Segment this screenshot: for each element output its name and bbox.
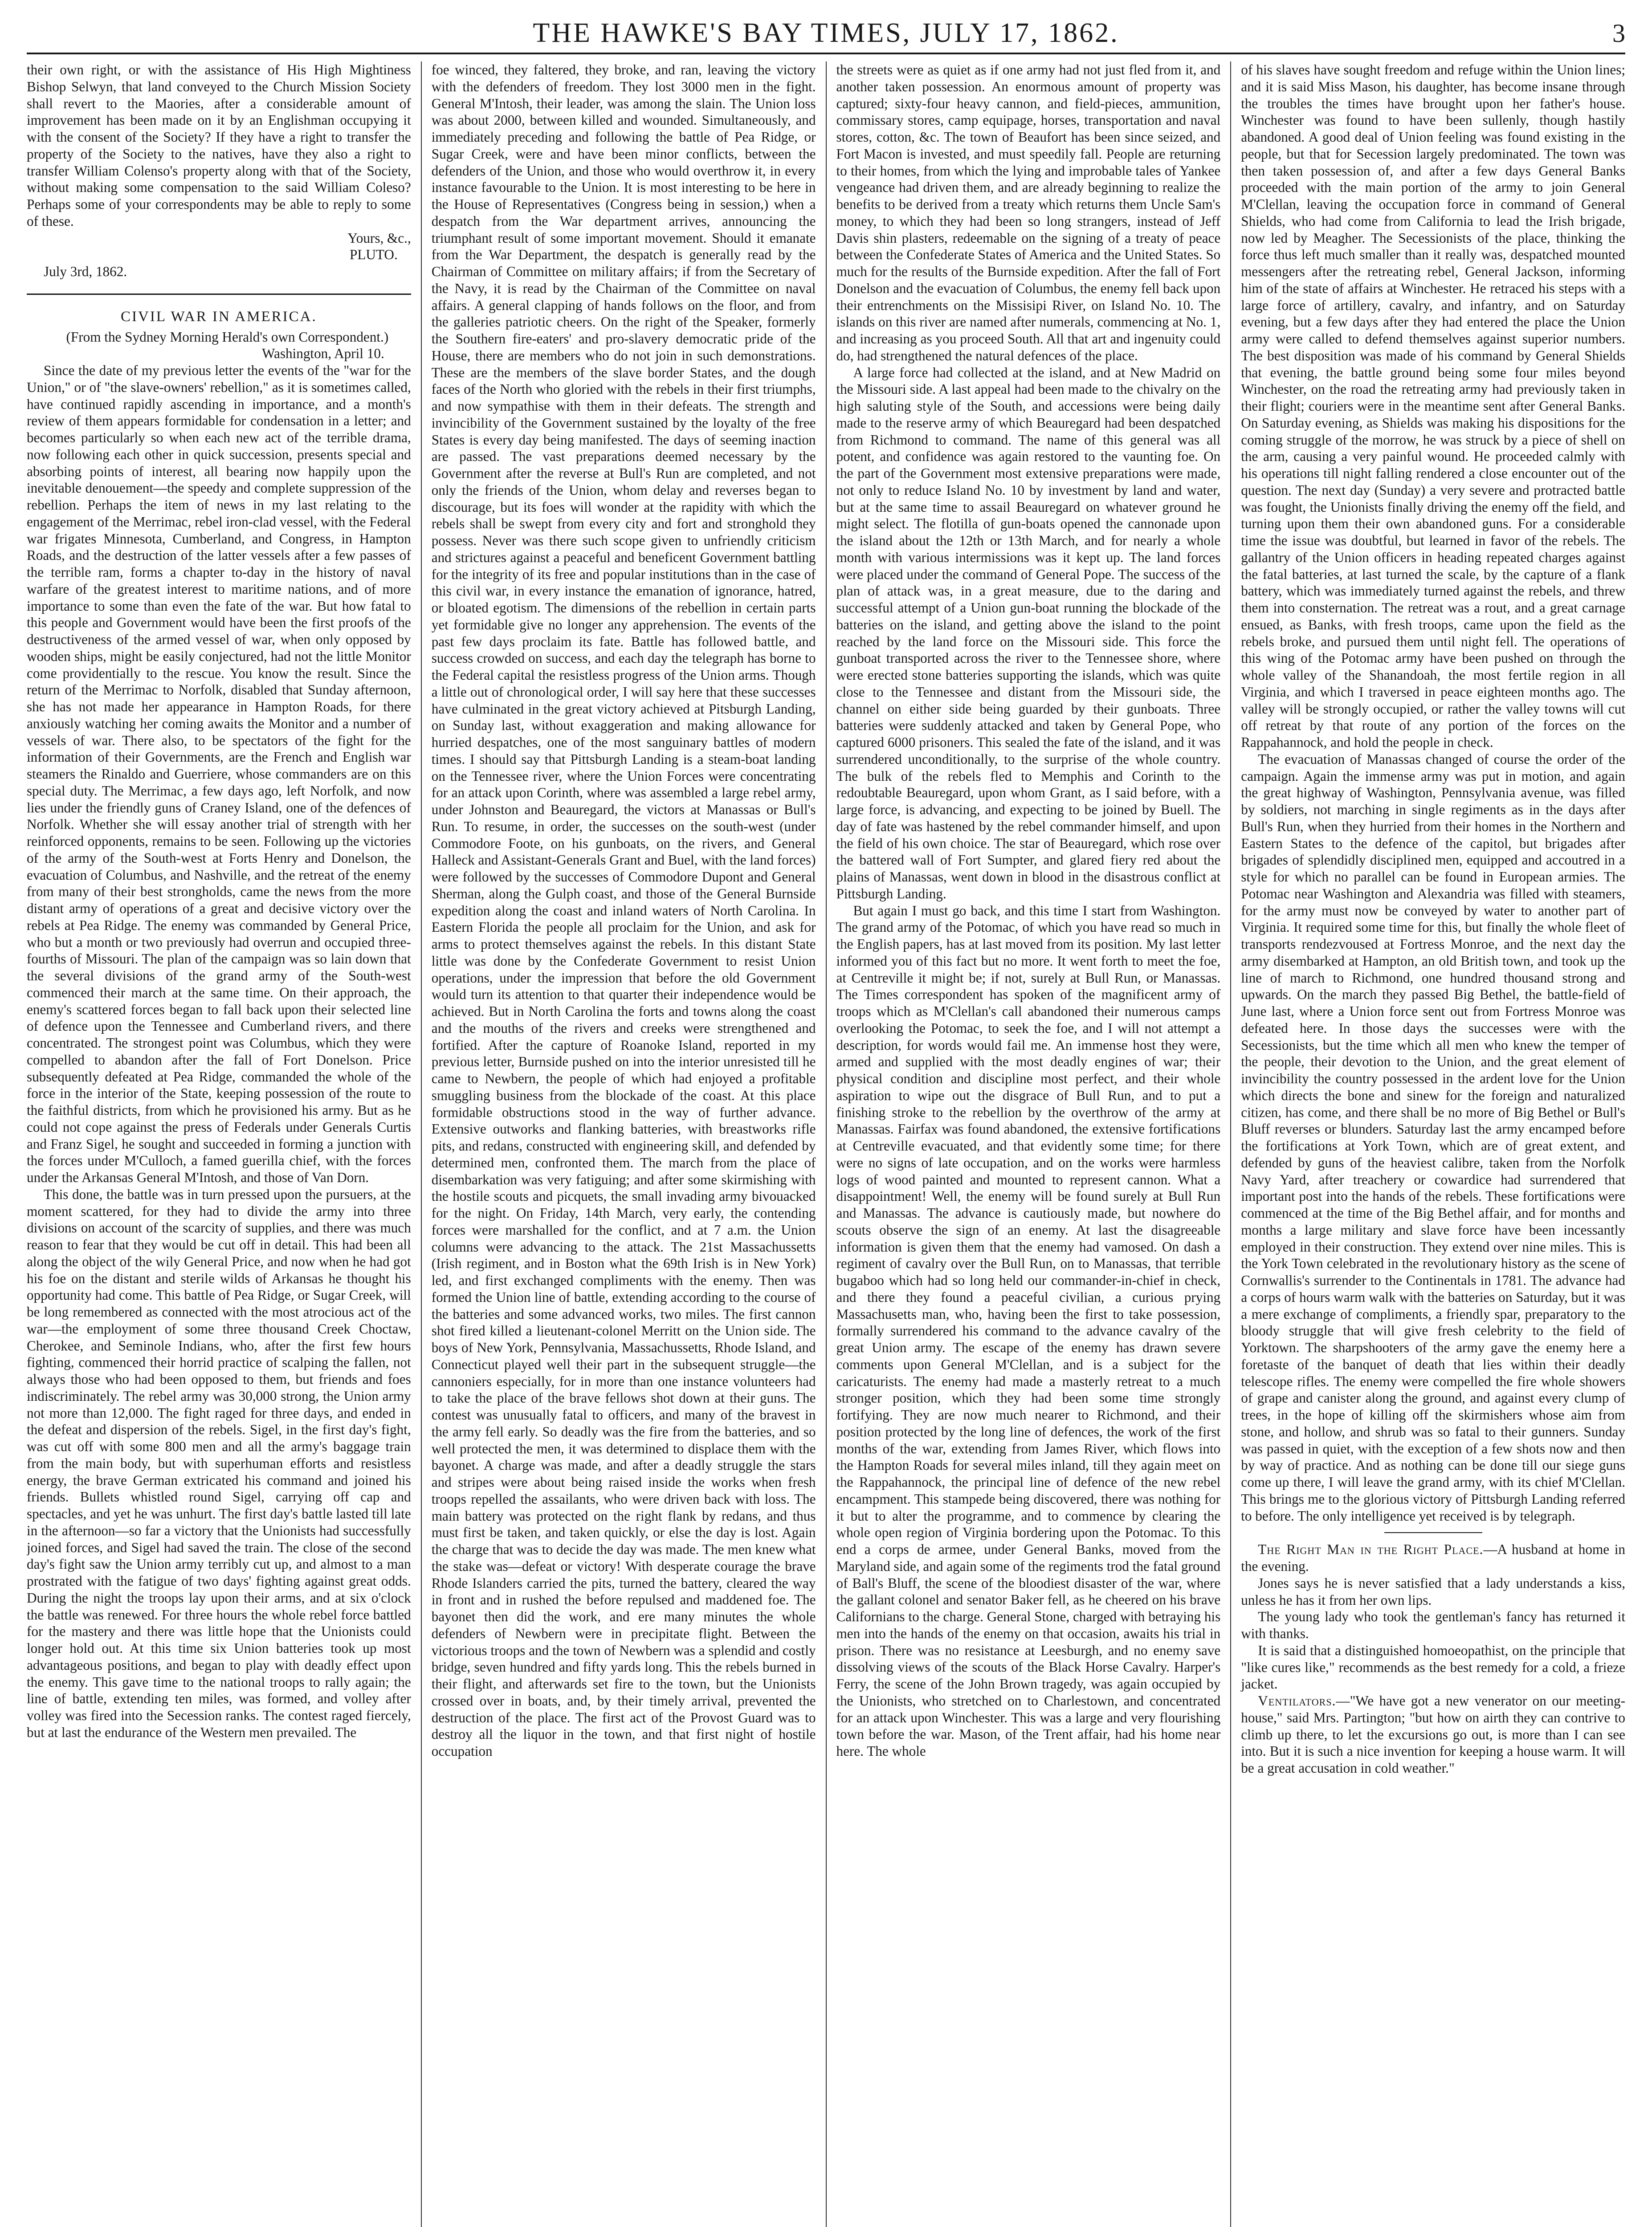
article-paragraph: The evacuation of Manassas changed of course the order of the campaign. Again the immense army was put in motion, and again the great highway of Washington, Pennsylvania avenue, was filled by soldiers, not marching in single regiments as in the days after Bull's Run, when they hurried from their homes in the Northern and Eastern States to the defence of the capitol, but brigades after brigades of splendidly disciplined men, equipped and accoutred in a style for which no parallel can be found in European armies. The Potomac near Washington and Alexandria was filled with steamers, for the army must now be conveyed by water to another part of Virginia. It required some time for this, but finally the whole fleet of transports rendezvoused at Fortress Monroe, and the next day the army disembarked at Hampton, an old British town, and took up the line of march to Richmond, one hundred thousand strong and upwards. On the march they passed Big Bethel, the battle-field of June last, where a Union force sent out from Fortress Monroe was defeated here. In those days the successes were with the Secessionists, but the time which all men who knew the temper of the people, their devotion to the Union, and the great element of invincibility the country possessed in the ardent love for the Union which directs the bone and sinew for the foreign and naturalized citizen, has come, and there shall be no more of Big Bethel or Bull's Bluff reverses or blunders. Saturday last the army encamped before the fortifications at York Town, which are of great extent, and defended by guns of the heaviest calibre, taken from the Norfolk Navy Yard, after treachery or cowardice had surrendered that important post into the hands of the rebels. These fortifications were commenced at the time of the Big Bethel affair, and for months and months a large military and slave force have been incessantly employed in their construction. They extend over nine miles. This is the York Town celebrated in the revolutionary history as the scene of Cornwallis's surrender to the Continentals in 1781. The advance had a corps of hours warm walk with the batteries on Saturday, but it was a mere exchange of compliments, a friendly spar, preparatory to the bloody struggle that will give fresh celebrity to the field of Yorktown. The sharpshooters of the army gave the enemy here a foretaste of the banquet of death that lies within their deadly telescope rifles. The enemy were compelled the fire whole showers of grape and canister along the ground, and against every clump of trees, in the hope of killing off the skirmishers whose aim from stone, and hollow, and shrub was so fatal to their gunners. Sunday was passed in quiet, with the exception of a few shots now and then by way of practice. And as nothing can be done till our siege guns come up there, I will leave the grand army, with its chief M'Clellan. This brings me to the glorious victory of Pittsburgh Landing referred to before. The only intelligence yet received is by telegraph. — [1241, 751, 1625, 1524]
paragraph-young-lady: The young lady who took the gentleman's fancy has returned it with thanks. — [1241, 1609, 1625, 1641]
masthead — [27, 13, 1625, 54]
letter-closing: Yours, &c., — [347, 230, 411, 246]
paragraph-body: —"We have got a new venerator on our meeting-house," said Mrs. Partington; "but how on airth they can contrive to climb up there, to let the excursions go out, is more than I can see into. But it is such a nice invention for keeping a house warm. It will be a great accusation in cold weather." — [1241, 1693, 1625, 1776]
paragraph-right-man — [1241, 1541, 1625, 1575]
article-paragraph: But again I must go back, and this time I start from Washington. The grand army of the Potomac, of which you have read so much in the English papers, has at last moved from its position. My last letter informed you of this fact but no more. It went forth to meet the foe, at Centreville it might be; if not, surely at Bull Run, or Manassas. The Times correspondent has spoken of the magnificent army of troops which as M'Clellan's call abandoned their numerous camps overlooking the Potomac, to seek the foe, and I will not attempt a description, for words would fail me. An immense host they were, armed and supplied with the most deadly engines of war; their physical condition and discipline most perfect, and their whole aspiration to wipe out the disgrace of Bull Run, and to put a finishing stroke to the rebellion by the overthrow of the army at Manassas. Fairfax was found abandoned, the extensive fortifications at Centreville evacuated, and that evidently some time; for there were no signs of late occupation, and on the works were harmless logs of wood painted and mounted to represent cannon. What a disappointment! Well, the enemy will be found surely at Bull Run and Manassas. The advance is cautiously made, but nowhere do scouts observe the sign of an enemy. At last the disagreeable information is given them that the enemy had vamosed. On dash a regiment of cavalry over the Bull Run, on to Manassas, that terrible bugaboo which had so long held our commander-in-chief in check, and there they found a peaceful civilian, a curious prying Massachusetts man, who, having been the first to take possession, formally surrendered his command to the advance cavalry of the great Union army. The escape of the enemy has drawn severe comments upon General M'Clellan, and is a subject for the caricaturists. The enemy had made a masterly retreat to a much stronger position, which they had been some time strongly fortifying. They are now much nearer to Richmond, and their position protected by the long line of defences, the work of the first months of the war, extending from James River, which flows into the Hampton Roads for several miles inland, till they again meet on the Rappahannock, the principal line of defence of the new rebel encampment. This stampede being discovered, there was nothing for it but to alter the programme, and to commence by clearing the whole open region of Virginia bordering upon the Potomac. To this end a corps de armee, under General Banks, moved from the Maryland side, and again some of the regiments trod the fatal ground of Ball's Bluff, the scene of the bloodiest disaster of the war, where the gallant colonel and senator Baker fell, as he cheered on his brave Californians to the charge. General Stone, charged with betraying his men into the hands of the enemy on that occasion, awaits his trial in prison. There was no resistance at Leesburgh, and no enemy save dissolving views of the scouts of the Black Horse Cavalry. Harper's Ferry, the scene of the John Brown tragedy, was again occupied by the Unionists, who stretched on to Charlestown, and concentrated for an attack upon Winchester. This was a large and very flourishing town before the war. Mason, of the Trent affair, had his home near here. The whole — [836, 902, 1221, 1759]
paragraph-homeopathist: It is said that a distinguished homoeopathist, on the principle that "like cures like," recommends as the best remedy for a cold, a frieze jacket. — [1241, 1642, 1625, 1692]
column-3 — [826, 61, 1231, 2227]
paragraph-jones: Jones says he is never satisfied that a lady understands a kiss, unless he has it from her own lips. — [1241, 1575, 1625, 1608]
paragraph-ventilators — [1241, 1693, 1625, 1777]
article-headline: CIVIL WAR IN AMERICA. — [121, 308, 317, 325]
columns — [27, 61, 1625, 2227]
article-paragraph: of his slaves have sought freedom and refuge within the Union lines; and it is said Miss Mason, his daughter, has become insane through the troubles the times have brought upon her father's house. Winchester was found to have been sullenly, though hastily abandoned. A good deal of Union feeling was found existing in the people, but that for Secession largely predominated. The town was then taken possession of, and after a few days General Banks proceeded with the main portion of the army to join General M'Clellan, leaving the occupation force in command of General Shields, who had come from California to lead the Irish brigade, now led by Meagher. The Secessionists of the place, thinking the force thus left much smaller than it really was, despatched mounted messengers after the retreating rebel, General Jackson, informing him of the state of affairs at Winchester. He retraced his steps with a large force of artillery, cavalry, and infantry, and on Saturday evening, but a few days after they had entered the place the Union army were called to defend themselves against superior numbers. The best disposition was made of his command by General Shields that evening, the battle ground being some four miles beyond Winchester, on the road the retreating army had previously taken in their flight; couriers were in the meantime sent after General Banks. On Saturday evening, as Shields was making his dispositions for the coming struggle of the morrow, he was struck by a piece of shell on the arm, causing a very painful wound. He proceeded calmly with his operations till night falling rendered a close encounter out of the question. The next day (Sunday) a very severe and protracted battle was fought, the Unionists finally driving the enemy off the field, and turning upon them their own abandoned guns. For a considerable time the issue was doubtful, but learned in favor of the rebels. The gallantry of the Union officers in heading repeated charges against the fatal batteries, at last turned the scale, by the capture of a flank battery, which was immediately turned against the rebels, and threw them into consternation. The retreat was a rout, and a great carnage ensued, as Banks, with fresh troops, came upon the field as the rebels broke, and pursued them until night fell. The operations of this wing of the Potomac army have been pushed on through the whole valley of the Shanandoah, the most fertile region in all Virginia, and which I traversed in peace eighteen months ago. The valley will be strongly occupied, or rather the valley towns will cut off retreat by that route of any portion of the forces on the Rappahannock, and hold the people in check. — [1241, 62, 1625, 750]
paragraph-lead: Ventilators. — [1258, 1693, 1336, 1709]
letter-signature: PLUTO. — [350, 247, 398, 263]
letter-continuation: their own right, or with the assistance of His High Mightiness Bishop Selwyn, that land conveyed to the Church Mission Society shall revert to the Maories, after a considerable amount of improvement has been made on it by an Englishman occupying it with the consent of the Society? If they have a right to transfer the property of the Society to the natives, have they also a right to transfer William Colenso's property along with that of the Society, without making some compensation to the said William Coleso? Perhaps some of your correspondents may be able to reply to some of these. — [27, 62, 411, 229]
paragraph-body: —A husband at home in the evening. — [1241, 1542, 1625, 1574]
section-rule — [27, 294, 411, 295]
article-paragraph: Since the date of my previous letter the events of the "war for the Union," or of "the slave-owners' rebellion," as it is sometimes called, have continued rapidly ascending in importance, and a month's review of them appears formidable for condensation in a letter; and becomes particularly so when each new act of the terrible drama, now following each other in quick succession, presents special and absorbing points of interest, all bearing now happily upon the inevitable denouement—the speedy and complete suppression of the rebellion. Perhaps the item of news in my last relating to the engagement of the Merrimac, rebel iron-clad vessel, with the Federal war frigates Minnesota, Cumberland, and Congress, in Hampton Roads, and the destruction of the latter vessels after a few passes of the terrible ram, forms a chapter to-day in the history of naval warfare of the greatest interest to maritime nations, and of more importance to some than even the fate of the war. But how fatal to this people and Government would have been the first proofs of the destructiveness of the armed vessel of war, when only opposed by wooden ships, might be easily conjectured, had not the little Monitor come providentially to the rescue. You know the result. Since the return of the Merrimac to Norfolk, disabled that Sunday afternoon, she has not made her appearance in Hampton Roads, for there anxiously watching her coming awaits the Monitor and a number of vessels of war. There also, to be spectators of the fight for the information of their Governments, are the French and English war steamers the Rinaldo and Guerriere, whose commanders are on this special duty. The Merrimac, a few days ago, left Norfolk, and now lies under the friendly guns of Craney Island, one of the defences of Norfolk. Whether she will essay another trial of strength with her reinforced opponents, remains to be seen. Following up the victories of the army of the South-west at Forts Henry and Donelson, the evacuation of Columbus, and Nashville, and the retreat of the enemy from many of their best strongholds, came the news from the more distant army of operations of a great and decisive victory over the rebels at Pea Ridge. The enemy was commanded by General Price, who but a month or two previously had overrun and occupied three-fourths of Missouri. The plan of the campaign was so lain down that the several divisions of the grand army of the South-west commenced their march at the same time. On their approach, the enemy's scattered forces began to fall back upon their selected line of defence upon the Tennessee and Cumberland rivers, and there concentrated. The strongest point was Columbus, which they were compelled to abandon after the fall of Fort Donelson. Price subsequently defeated at Pea Ridge, commanded the whole of the force in the interior of the State, keeping possession of the route to the faithful districts, from which he provisioned his army. But as he could not cope against the press of Federals under Generals Curtis and Franz Sigel, he sought and succeeded in forming a junction with the forces under M'Culloch, a famed guerilla chief, with the forces under the Arkansas General M'Intosh, and those of Van Dorn. — [27, 363, 411, 1186]
section-rule — [1384, 1532, 1482, 1533]
article-paragraph: A large force had collected at the island, and at New Madrid on the Missouri side. A last appeal had been made to the chivalry on the high saluting style of the South, and accessions were being daily made to the reserve army of which Beauregard had been despatched from Richmond to command. The name of this general was all potent, and confidence was again restored to the vaunting foe. On the part of the Government most extensive preparations were made, not only to reduce Island No. 10 by investment by land and water, but at the same time to assail Beauregard on whatever ground he might select. The flotilla of gun-boats opened the cannonade upon the island about the 12th or 13th March, and for nearly a whole month with various intermissions was it kept up. The land forces were placed under the command of General Pope. The success of the plan of attack was, in a great measure, due to the daring and successful attempt of a Union gun-boat running the blockade of the batteries on the island, and getting above the island to the point reached by the land force on the Missouri side. This force the gunboat transported across the river to the Tennessee shore, where were erected stone batteries supporting the islands, which was quite close to the Tennessee and distant from the Missouri side, the channel on either side being guarded by their gunboats. Three batteries were suddenly attacked and taken by General Pope, who captured 6000 prisoners. This sealed the fate of the island, and it was surrendered unconditionally, to the surprise of the whole country. The bulk of the rebels fled to Memphis and Corinth to the redoubtable Beauregard, upon whom Grant, as I said before, with a large force, is advancing, and expecting to be joined by Buell. The day of fate was hastened by the rebel commander himself, and upon the field of his own choice. The star of Beauregard, which rose over the battered wall of Fort Sumpter, and glared fiery red about the plains of Manassas, went down in blood in the disastrous conflict at Pittsburgh Landing. — [836, 364, 1221, 901]
column-2 — [421, 61, 826, 2227]
article-paragraph: This done, the battle was in turn pressed upon the pursuers, at the moment scattered, for they had to divide the army into three divisions on account of the scarcity of supplies, and there was much reason to fear that they would be cut off in detail. This had been all along the object of the wily General Price, and now when he had got his foe on the distant and sterile wilds of Arkansas he thought his opportunity had come. This battle of Pea Ridge, or Sugar Creek, will be long remembered as connected with the most atrocious act of the war—the employment of some three thousand Creek Choctaw, Cherokee, and Seminole Indians, who, after the first few hours fighting, commenced their horrid practice of scalping the fallen, not always those who had been opposed to them, but friends and foes indiscriminately. The rebel army was 30,000 strong, the Union army not more than 12,000. The fight raged for three days, and ended in the defeat and dispersion of the rebels. Sigel, in the first day's fight, was cut off with some 800 men and all the army's baggage train from the main body, but with superhuman efforts and resistless energy, the brave German extricated his command and joined his friends. Bullets whistled round Sigel, carrying off cap and spectacles, and yet he was unhurt. The first day's battle lasted till late in the afternoon—so far a victory that the Unionists had successfully joined forces, and Sigel had saved the train. The close of the second day's fight saw the Union army terribly cut up, and almost to a man prostrated with the fatigue of two days' fighting against great odds. During the night the troops lay upon their arms, and at six o'clock the battle was renewed. For three hours the whole rebel force battled for the mastery and there was little hope that the Unionists could longer hold out. At this time six Union batteries took up most advantageous positions, and began to play with deadly effect upon the enemy. This gave time to the national troops to rally again; the line of battle, extending ten miles, was formed, and volley after volley was fired into the Secession ranks. The contest raged fiercely, but at last the endurance of the Western men prevailed. The — [27, 1186, 411, 1740]
article-source: (From the Sydney Morning Herald's own Correspondent.) — [66, 329, 389, 345]
article-dateline: Washington, April 10. — [262, 346, 384, 362]
letter-date: July 3rd, 1862. — [44, 264, 127, 279]
column-1 — [27, 61, 421, 2227]
paragraph-lead: The Right Man in the Right Place. — [1258, 1542, 1484, 1558]
article-paragraph: foe winced, they faltered, they broke, and ran, leaving the victory with the defenders of freedom. They lost 3000 men in the fight. General M'Intosh, their leader, was among the slain. The Union loss was about 2000, between killed and wounded. Simultaneously, and immediately preceding and following the battle of Pea Ridge, or Sugar Creek, were and have been minor conflicts, between the defenders of the Union, and those who would overthrow it, in every instance favourable to the Union. It is most interesting to be here in the House of Representatives (Congress being in session,) when a despatch from the War department arrives, announcing the triumphant result of some important movement. Should it emanate from the War Department, the despatch is generally read by the Chairman of Committee on military affairs; if from the Secretary of the Navy, it is read by the Chairman of the Committee on naval affairs. A general clapping of hands follows on the floor, and from the galleries patriotic cheers. On the right of the Speaker, formerly the Southern fire-eaters' and pro-slavery democratic pride of the House, there are members who do not join in such demonstrations. These are the members of the slave border States, and the dough faces of the North who gloried with the rebels in their first triumphs, and now sympathise with them in their defeats. The strength and invincibility of the Government sustained by the loyalty of the free States is every day being manifested. The days of seeming inaction are passed. The vast preparations deemed necessary by the Government after the reverse at Bull's Run are completed, and not only the friends of the Union, whom delay and reverses began to discourage, but its foes will wonder at the rapidity with which the rebels shall be swept from every city and fort and stronghold they possess. Never was there such scope given to unfriendly criticism and strictures against a peaceful and beneficent Government battling for the integrity of its free and popular institutions than in the case of this civil war, in every instance the emanation of ignorance, hatred, or bloated egotism. The dimensions of the rebellion in certain parts yet formidable give no longer any apprehension. The events of the past few days proclaim its fate. Battle has followed battle, and success crowded on success, and each day the telegraph has borne to the Federal capital the resistless progress of the Union arms. Though a little out of chronological order, I will say here that these successes have culminated in the great victory achieved at Pitsburgh Landing, on Sunday last, without exaggeration and making allowance for hurried despatches, one of the most sanguinary battles of modern times. I should say that Pittsburgh Landing is a steam-boat landing on the Tennessee river, where the Union Forces were concentrating for an attack upon Corinth, where was assembled a large rebel army, under Johnston and Beauregard, the victors at Manassas or Bull's Run. To resume, in order, the successes on the south-west (under Commodore Foote, on his gunboats, on the rivers, and General Halleck and Assistant-Generals Grant and Buel, with the land forces) were followed by the successes of Commodore Dupont and General Sherman, along the Gulph coast, and those of the General Burnside expedition along the coast and inland waters of North Carolina. In Eastern Florida the people all proclaim for the Union, and ask for arms to protect themselves against the rebels. In this distant State little was done by the Confederate Government to resist Union operations, under the impression that before the old Government would turn its attention to that quarter their independence would be achieved. But in North Carolina the forts and towns along the coast and the mouths of the rivers and creeks were strengthened and fortified. After the capture of Roanoke Island, reported in my previous letter, Burnside pushed on into the interior unresisted till he came to Newbern, the people of which had enjoyed a profitable smuggling business from the blockade of the coast. At this place formidable obstructions stood in the way of further advance. Extensive outworks and flanking batteries, with breastworks rifle pits, and redans, constructed with engineering skill, and defended by determined men, confronted them. The march from the place of disembarkation was very fatiguing; and after some skirmishing with the hostile scouts and picquets, the small invading army bivouacked for the night. On Friday, 14th March, very early, the contending forces were marshalled for the conflict, and at 7 a.m. the Union columns were advancing to the attack. The 21st Massachussetts (Irish regiment, and in Boston what the 69th Irish is in New York) led, and first exchanged compliments with the enemy. Then was formed the Union line of battle, extending according to the course of the batteries and some advanced works, two miles. The first cannon shot fired killed a lieutenant-colonel Merritt on the Union side. The boys of New York, Pennsylvania, Massachussetts, Rhode Island, and Connecticut played well their part in the subsequent struggle—the cannoniers especially, for in more than one instance volunteers had to take the place of the brave fellows shot down at their guns. The contest was unusually fatal to officers, and many of the bravest in the army fell early. So deadly was the fire from the batteries, and so well protected the men, it was determined to displace them with the bayonet. A charge was made, and after a deadly struggle the stars and stripes were about being raised inside the works when fresh troops repelled the assailants, who were driven back with loss. The main battery was protected on the right flank by redans, and thus must first be taken, and taken quickly, or else the day is lost. Again the charge that was to decide the day was made. The men knew what the stake was—defeat or victory! With desperate courage the brave Rhode Islanders carried the pits, turned the battery, cleared the way in front and in rushed the before repulsed and maddened foe. The bayonet then did the work, and ere many minutes the whole defenders of Newbern were in precipitate flight. Between the victorious troops and the town of Newbern was a splendid and costly bridge, seven hundred and fifty yards long. This the rebels burned in their flight, and afterwards set fire to the town, but the Unionists crossed over in boats, and, by their timely arrival, prevented the destruction of the place. The first act of the Provost Guard was to destroy all the liquor in the town, and that first night of hostile occupation — [431, 62, 816, 1759]
column-4 — [1230, 61, 1625, 2227]
page-number: 3 — [1612, 19, 1625, 48]
masthead-title: THE HAWKE'S BAY TIMES, JULY 17, 1862. — [533, 18, 1119, 48]
article-paragraph: the streets were as quiet as if one army had not just fled from it, and another taken possession. An enormous amount of property was captured; sixty-four heavy cannon, and field-pieces, ammunition, commissary stores, camp equipage, horses, transportation and naval stores, cotton, &c. The town of Beaufort has been since seized, and Fort Macon is invested, and must speedily fall. People are returning to their homes, from which the lying and improbable tales of Yankee vengeance had driven them, and are already beginning to realize the benefits to be derived from a treaty which returns them Uncle Sam's money, to which they had been so long strangers, instead of Jeff Davis shin plasters, redeemable on the signing of a treaty of peace between the Confederate States of America and the United States. So much for the results of the Burnside expedition. After the fall of Fort Donelson and the evacuation of Columbus, the enemy fell back upon their entrenchments on the Missisipi River, on Island No. 10. The islands on this river are named after numerals, commencing at No. 1, and increasing as you proceed South. All that art and ingenuity could do, had strengthened the natural defences of the place. — [836, 62, 1221, 363]
